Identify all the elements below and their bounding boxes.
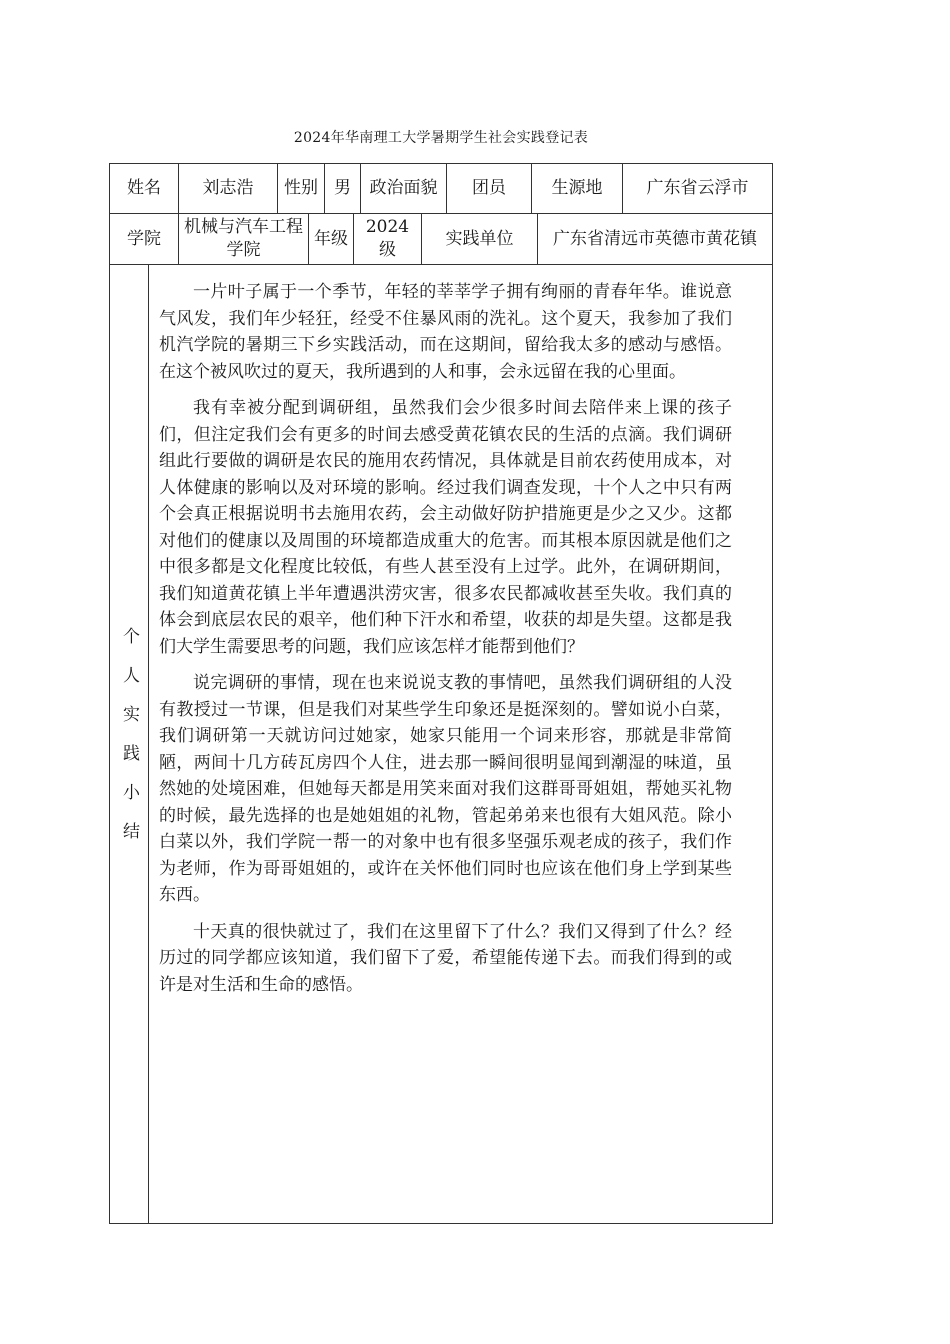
- name-value: 刘志浩: [179, 164, 278, 214]
- gender-value: 男: [325, 164, 361, 214]
- gender-label: 性别: [278, 164, 325, 214]
- political-label: 政治面貌: [361, 164, 447, 214]
- summary-paragraph-1: 一片叶子属于一个季节，年轻的莘莘学子拥有绚丽的青春年华。谁说意气风发，我们年少轻狂，经受不住暴风雨的洗礼。这个夏天，我参加了我们机汽学院的暑期三下乡实践活动，而在这期间，留给我太多的感动与感悟。在这个被风吹过的夏天，我所遇到的人和事，会永远留在我的心里面。: [159, 282, 732, 382]
- name-label: 姓名: [110, 164, 179, 214]
- political-value: 团员: [447, 164, 532, 214]
- practice-unit-label: 实践单位: [422, 214, 538, 265]
- grade-label: 年级: [309, 214, 354, 265]
- summary-label-cell: [110, 265, 149, 1223]
- summary-label: 个人实践小结: [119, 627, 139, 861]
- college-value: 机械与汽车工程学院: [179, 214, 309, 265]
- registration-table: [109, 163, 773, 1224]
- origin-label: 生源地: [532, 164, 623, 214]
- practice-unit-value: 广东省清远市英德市黄花镇: [538, 214, 772, 265]
- grade-value: 2024级: [354, 214, 422, 265]
- summary-paragraph-4: 十天真的很快就过了，我们在这里留下了什么？我们又得到了什么？经历过的同学都应该知道，我们留下了爱，希望能传递下去。而我们得到的或许是对生活和生命的感悟。: [159, 921, 732, 995]
- summary-paragraph-3: 说完调研的事情，现在也来说说支教的事情吧，虽然我们调研组的人没有教授过一节课，但是我们对某些学生印象还是挺深刻的。譬如说小白菜，我们调研第一天就访问过她家，她家只能用一个词来形容，那就是非常简陋，两间十几方砖瓦房四个人住，进去那一瞬间很明显闻到潮湿的味道，虽然她的处境困难，但她每天都是用笑来面对我们这群哥哥姐姐，帮她买礼物的时候，最先选择的也是她姐姐的礼物，管起弟弟来也很有大姐风范。除小白菜以外，我们学院一帮一的对象中也有很多坚强乐观老成的孩子，我们作为老师，作为哥哥姐姐的，或许在关怀他们同时也应该在他们身上学到某些东西。: [159, 673, 732, 905]
- origin-value: 广东省云浮市: [623, 164, 772, 214]
- summary-body: [149, 265, 772, 1223]
- college-label: 学院: [110, 214, 179, 265]
- summary-paragraph-2: 我有幸被分配到调研组，虽然我们会少很多时间去陪伴来上课的孩子们，但注定我们会有更多的时间去感受黄花镇农民的生活的点滴。我们调研组此行要做的调研是农民的施用农药情况，具体就是目前农药使用成本，对人体健康的影响以及对环境的影响。经过我们调查发现，十个人之中只有两个会真正根据说明书去施用农药，会主动做好防护措施更是少之又少。这都对他们的健康以及周围的环境都造成重大的危害。而其根本原因就是他们之中很多都是文化程度比较低，有些人甚至没有上过学。此外，在调研期间，我们知道黄花镇上半年遭遇洪涝灾害，很多农民都减收甚至失收。我们真的体会到底层农民的艰辛，他们种下汗水和希望，收获的却是失望。这都是我们大学生需要思考的问题，我们应该怎样才能帮到他们？: [159, 398, 732, 657]
- page-title: 2024年华南理工大学暑期学生社会实践登记表: [293, 130, 589, 146]
